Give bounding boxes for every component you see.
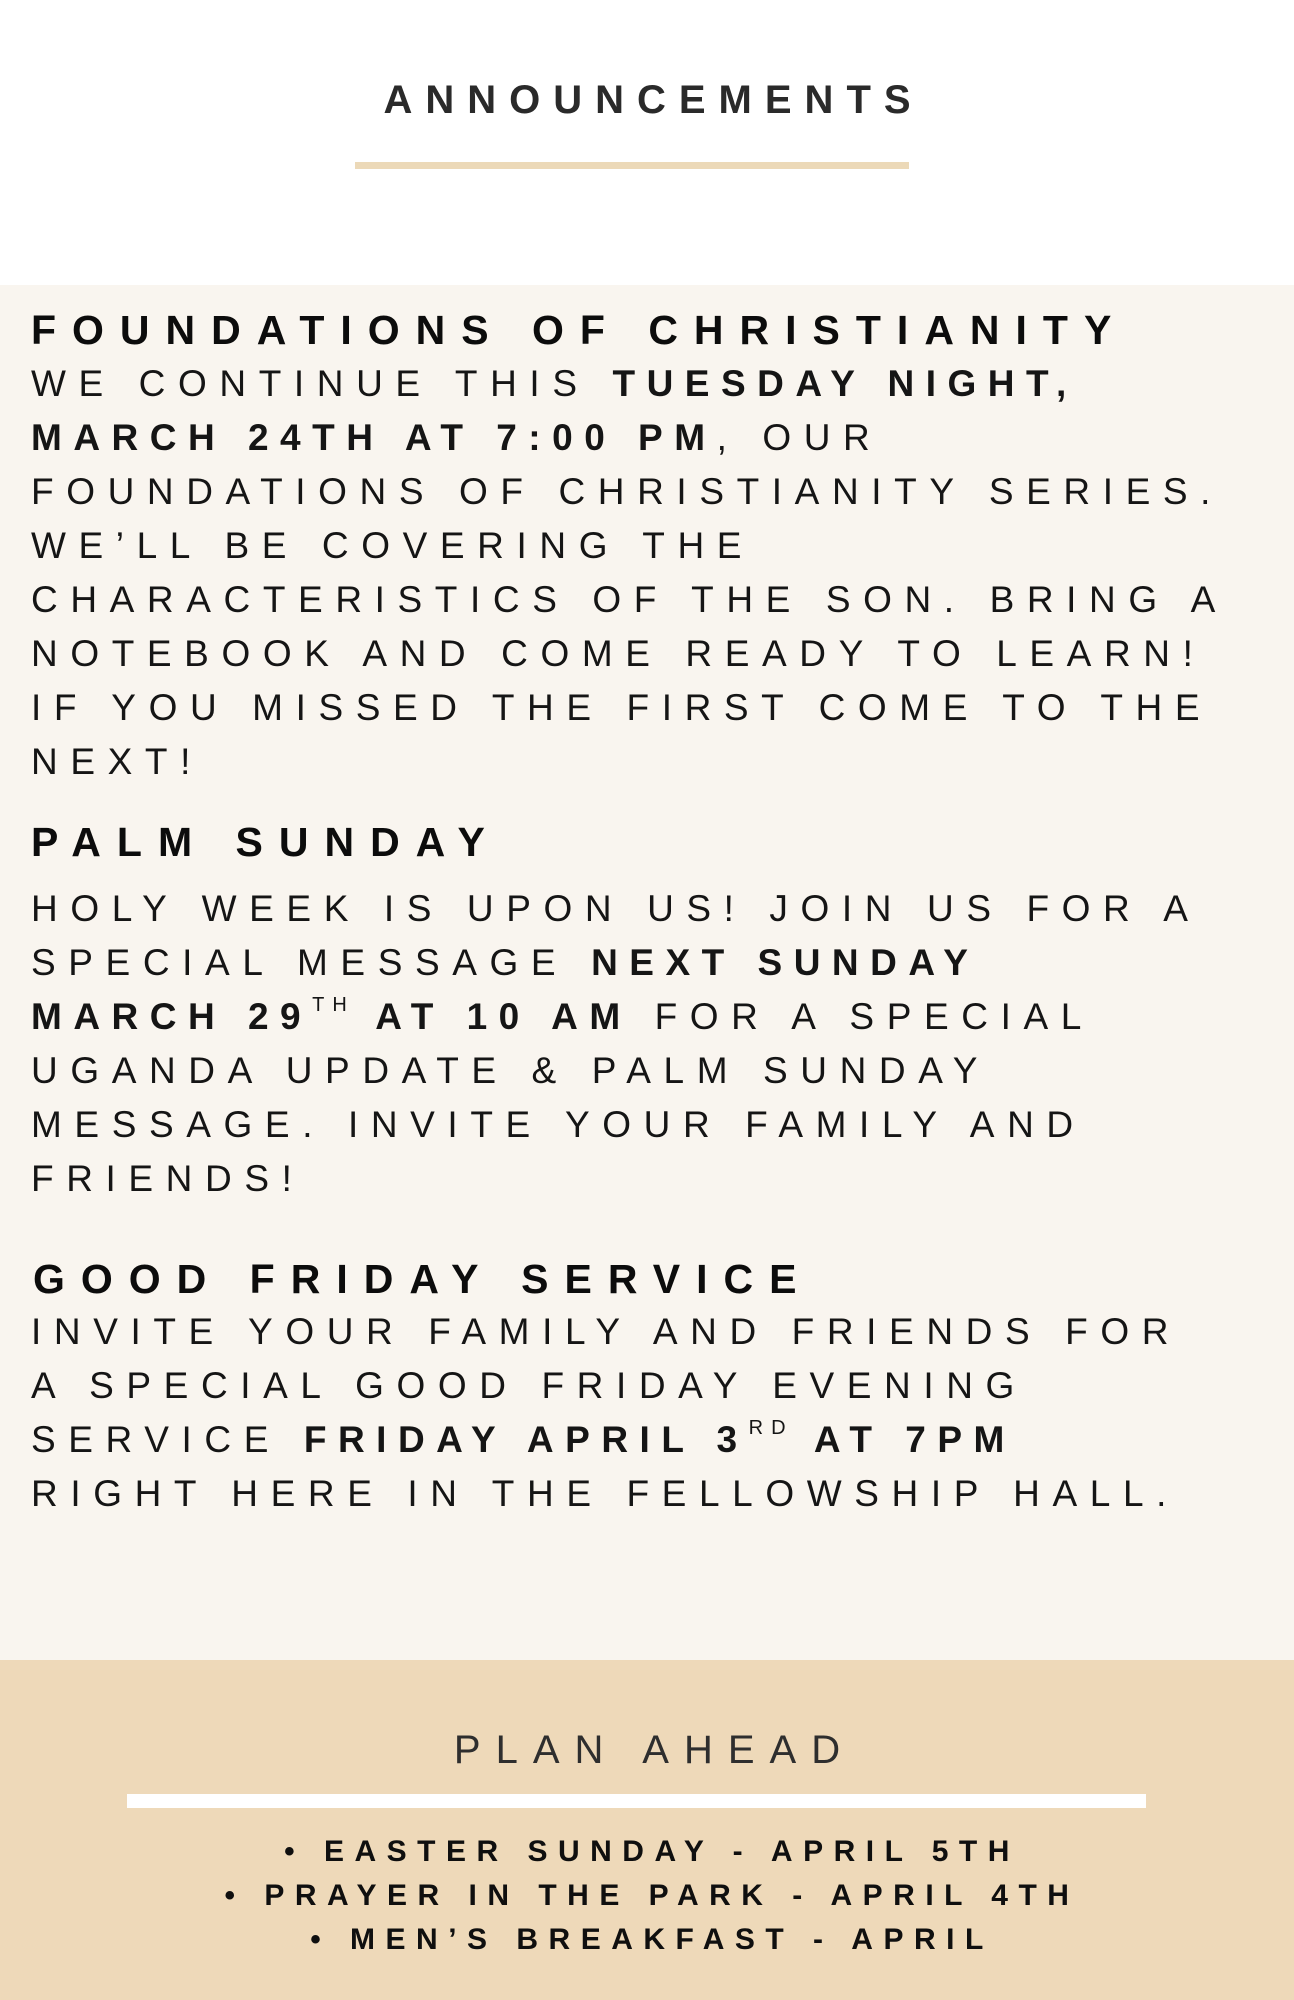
emphasis: MARCH 29 xyxy=(31,996,313,1037)
plan-ahead-panel xyxy=(0,1660,1294,2000)
foundations-line-4: WE’LL BE COVERING THE xyxy=(31,525,755,566)
palm-line-5: MESSAGE. INVITE YOUR FAMILY AND xyxy=(31,1104,1086,1145)
text: FOR A SPECIAL xyxy=(631,996,1094,1037)
text: , OUR xyxy=(716,417,883,458)
palm-line-4: UGANDA UPDATE & PALM SUNDAY xyxy=(31,1050,991,1091)
list-item: • MEN’S BREAKFAST - APRIL xyxy=(310,1923,994,1956)
palm-line-2 xyxy=(31,936,1281,990)
plan-ahead-title: PLAN AHEAD xyxy=(453,1728,856,1772)
plan-ahead-divider xyxy=(127,1794,1146,1808)
friday-line-3 xyxy=(31,1413,1281,1467)
foundations-line-1 xyxy=(31,357,1281,411)
foundations-line-2 xyxy=(31,411,1281,465)
text: WE CONTINUE THIS xyxy=(31,363,613,404)
emphasis: MARCH 24TH AT 7:00 PM xyxy=(31,417,717,458)
emphasis: TUESDAY NIGHT, xyxy=(612,363,1078,404)
list-item: • PRAYER IN THE PARK - APRIL 4TH xyxy=(224,1879,1080,1912)
good-friday-body xyxy=(31,1305,1281,1521)
emphasis: FRIDAY APRIL 3 xyxy=(303,1419,749,1460)
emphasis: AT 10 AM xyxy=(354,996,632,1037)
ordinal-suffix: TH xyxy=(312,994,355,1016)
foundations-line-6: NOTEBOOK AND COME READY TO LEARN! xyxy=(31,633,1206,674)
emphasis: AT 7PM xyxy=(793,1419,1016,1460)
foundations-heading: FOUNDATIONS OF CHRISTIANITY xyxy=(31,307,1128,353)
good-friday-heading: GOOD FRIDAY SERVICE xyxy=(33,1256,813,1302)
friday-line-1: INVITE YOUR FAMILY AND FRIENDS FOR xyxy=(31,1311,1182,1352)
palm-sunday-body xyxy=(31,882,1281,1206)
foundations-line-8: NEXT! xyxy=(31,741,203,782)
text: SERVICE xyxy=(31,1419,304,1460)
plan-ahead-list xyxy=(0,1830,1294,1962)
palm-sunday-heading: PALM SUNDAY xyxy=(31,819,501,865)
palm-line-1: HOLY WEEK IS UPON US! JOIN US FOR A xyxy=(31,888,1201,929)
page-title: ANNOUNCEMENTS xyxy=(383,78,924,122)
text: SPECIAL MESSAGE xyxy=(31,942,592,983)
friday-line-2: A SPECIAL GOOD FRIDAY EVENING xyxy=(31,1365,1027,1406)
foundations-line-3: FOUNDATIONS OF CHRISTIANITY SERIES. xyxy=(31,471,1224,512)
title-underline xyxy=(355,162,909,169)
emphasis: NEXT SUNDAY xyxy=(591,942,980,983)
header xyxy=(0,0,1294,285)
palm-line-6: FRIENDS! xyxy=(31,1158,305,1199)
list-item: • EASTER SUNDAY - APRIL 5TH xyxy=(284,1835,1020,1868)
palm-line-3 xyxy=(31,990,1281,1044)
foundations-body xyxy=(31,357,1281,789)
ordinal-suffix: RD xyxy=(748,1417,794,1439)
foundations-line-5: CHARACTERISTICS OF THE SON. BRING A xyxy=(31,579,1228,620)
friday-line-4: RIGHT HERE IN THE FELLOWSHIP HALL. xyxy=(31,1473,1180,1514)
announcements-panel xyxy=(0,285,1294,1660)
foundations-line-7: IF YOU MISSED THE FIRST COME TO THE xyxy=(31,687,1213,728)
